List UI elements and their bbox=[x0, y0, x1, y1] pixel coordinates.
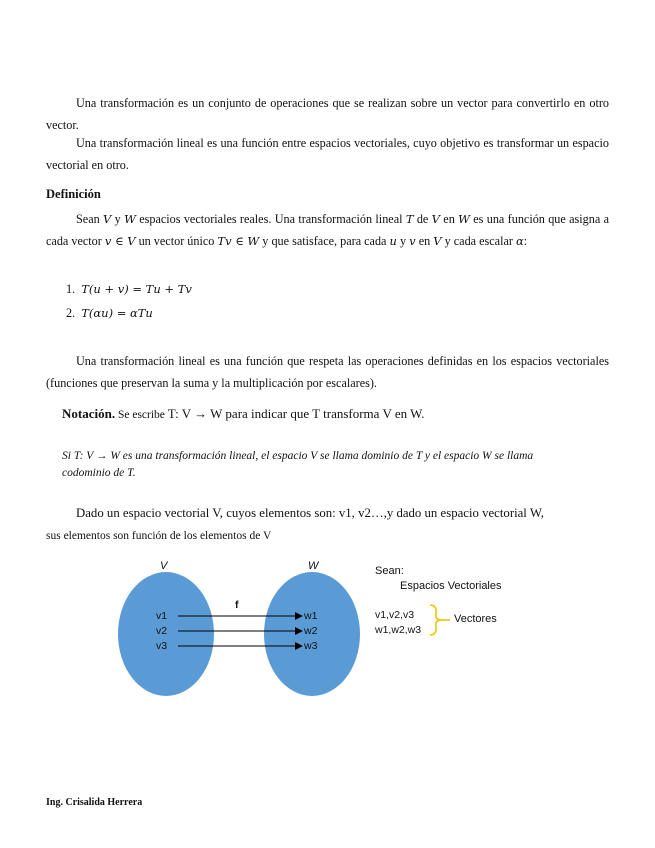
notation-label: Notación. bbox=[62, 406, 116, 421]
paragraph-transformation: Una transformación es un conjunto de operaciones que se realizan sobre un vector para convertirlo en otro vector. bbox=[46, 96, 609, 132]
list-item-2 bbox=[66, 306, 153, 321]
def-text: en bbox=[415, 234, 434, 248]
vectores-label: Vectores bbox=[454, 613, 497, 625]
def-math: W bbox=[458, 212, 470, 226]
element-v1: v1 bbox=[156, 610, 168, 622]
notation-text: Se escribe bbox=[115, 409, 168, 421]
def-text: un vector único bbox=[135, 234, 218, 248]
element-v3: v3 bbox=[156, 640, 168, 652]
notation-expression: T: V → W bbox=[167, 406, 223, 421]
notation-text: para indicar que T transforma V en W. bbox=[222, 406, 425, 421]
def-text: y que satisface, para cada bbox=[259, 234, 390, 248]
sean-label: Sean: bbox=[375, 565, 404, 577]
def-text: y bbox=[111, 212, 125, 226]
def-math: α bbox=[516, 234, 524, 248]
v-elements bbox=[156, 609, 167, 654]
def-text: de bbox=[413, 212, 432, 226]
def-math: V bbox=[431, 212, 440, 226]
paragraph-preserves-operations: Una transformación lineal es una función que respeta las operaciones definidas en los espacios vectoriales (funciones que preservan la suma y la multiplicación por escalares). bbox=[46, 354, 609, 390]
def-math: W bbox=[124, 212, 136, 226]
def-math: V bbox=[433, 234, 442, 248]
def-text: : bbox=[523, 234, 528, 248]
def-math: Tv bbox=[217, 234, 232, 248]
formula-homogeneity: T(αu) = αTu bbox=[81, 306, 153, 320]
definition-heading: Definición bbox=[46, 187, 101, 201]
element-w3: w3 bbox=[304, 640, 318, 652]
def-math: V bbox=[127, 234, 136, 248]
footer-author: Ing. Crisalida Herrera bbox=[46, 797, 143, 808]
domain-codomain-note: Si T: V → W es una transformación lineal, el espacio V se llama dominio de T y el espacio W se llama codominio de T. bbox=[62, 450, 534, 479]
list-number: 1. bbox=[66, 282, 76, 296]
list-item-1 bbox=[66, 282, 192, 297]
element-v2: v2 bbox=[156, 625, 168, 637]
espacios-vectoriales-label: Espacios Vectoriales bbox=[400, 580, 502, 592]
def-math: W bbox=[247, 234, 260, 248]
def-math: v bbox=[409, 234, 416, 248]
formula-additivity: T(u + v) = Tu + Tv bbox=[81, 282, 192, 296]
v-list-label: v1,v2,v3 bbox=[375, 609, 415, 621]
def-math: v bbox=[104, 234, 112, 248]
def-math: V bbox=[103, 212, 112, 226]
arrow-label-f: f bbox=[235, 599, 239, 611]
w-elements bbox=[304, 609, 317, 654]
list-number: 2. bbox=[66, 306, 76, 320]
def-text: Sean bbox=[76, 212, 104, 226]
def-text: en bbox=[439, 212, 459, 226]
vectors-brace bbox=[430, 605, 442, 635]
w-list-label: w1,w2,w3 bbox=[375, 624, 422, 636]
paragraph-linear-transformation: Una transformación lineal es una función entre espacios vectoriales, cuyo objetivo es transformar un espacio vectorial en otro. bbox=[46, 136, 609, 172]
element-w1: w1 bbox=[304, 610, 318, 622]
def-text: ∈ bbox=[231, 234, 248, 248]
definition-paragraph bbox=[46, 208, 609, 252]
set-v-label: V bbox=[160, 560, 168, 572]
dado-line-1: Dado un espacio vectorial V, cuyos elementos son: v1, v2…,y dado un espacio vectorial W, bbox=[76, 506, 544, 520]
def-text: ∈ bbox=[111, 234, 128, 248]
def-math: u bbox=[389, 234, 397, 248]
def-text: es una función que asigna a cada vector bbox=[46, 212, 609, 248]
def-text: y bbox=[396, 234, 410, 248]
set-w-label: W bbox=[308, 560, 319, 572]
def-text: y cada escalar bbox=[441, 234, 516, 248]
element-w2: w2 bbox=[304, 625, 318, 637]
notation-line bbox=[62, 406, 424, 422]
dado-line-2: sus elementos son función de los elementos de V bbox=[46, 530, 272, 542]
def-math: T bbox=[405, 212, 414, 226]
def-text: espacios vectoriales reales. Una transformación lineal bbox=[135, 212, 406, 226]
